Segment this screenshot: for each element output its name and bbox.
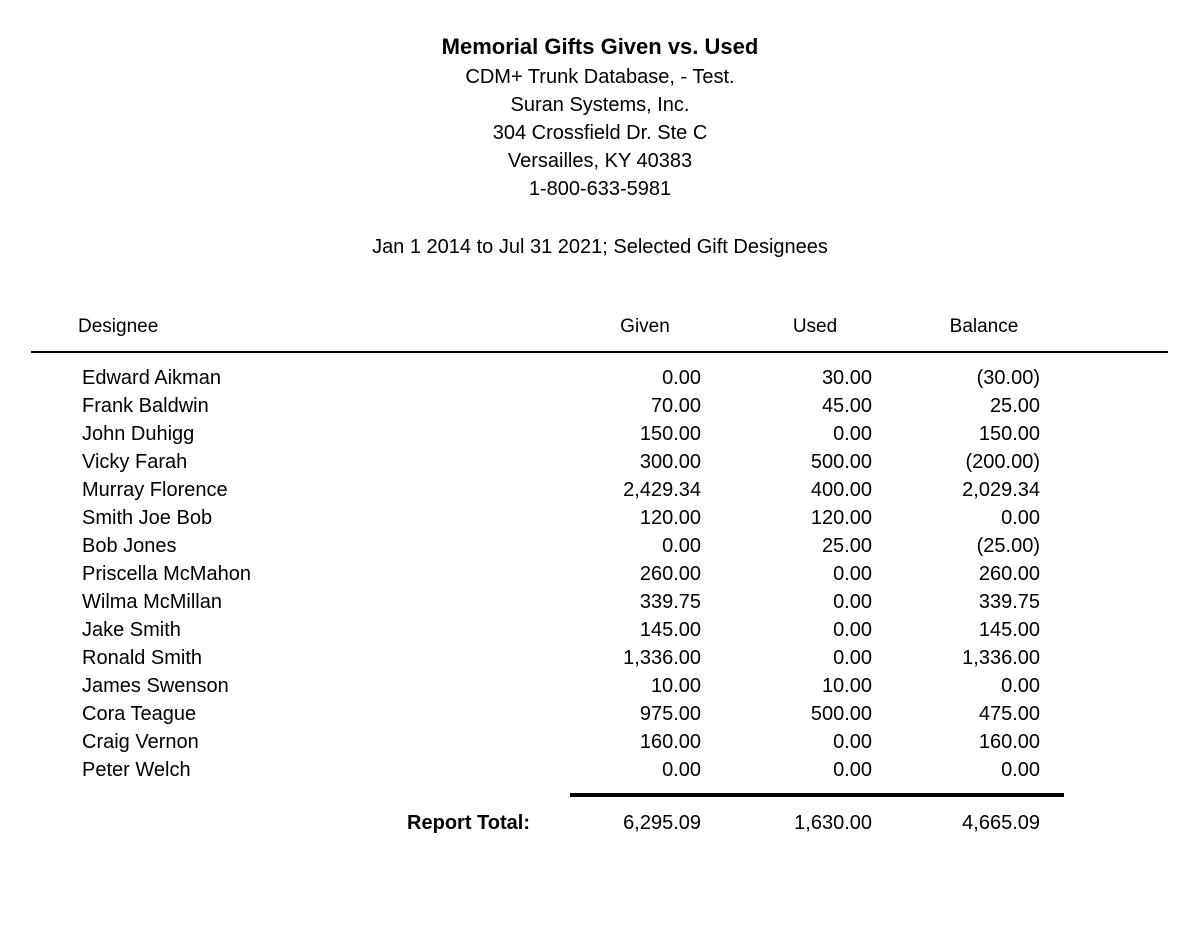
table-row bbox=[0, 616, 1200, 644]
column-header-designee: Designee bbox=[78, 316, 159, 337]
given-amount: 0.00 bbox=[662, 759, 701, 781]
given-amount: 160.00 bbox=[639, 731, 701, 753]
table-row bbox=[0, 588, 1200, 616]
given-amount: 339.75 bbox=[639, 591, 701, 613]
given-amount: 300.00 bbox=[639, 451, 701, 473]
used-amount: 45.00 bbox=[821, 395, 872, 417]
designee-name: Ronald Smith bbox=[82, 647, 203, 669]
total-balance: 4,665.09 bbox=[962, 812, 1040, 834]
designee-name: John Duhigg bbox=[82, 423, 195, 445]
table-row bbox=[0, 756, 1200, 784]
designee-name: Craig Vernon bbox=[82, 731, 199, 753]
designee-name: Edward Aikman bbox=[82, 367, 221, 389]
given-amount: 1,336.00 bbox=[623, 647, 701, 669]
table-row bbox=[0, 504, 1200, 532]
company-name: Suran Systems, Inc. bbox=[510, 94, 690, 116]
designee-name: Frank Baldwin bbox=[82, 395, 209, 417]
total-given: 6,295.09 bbox=[623, 812, 701, 834]
given-amount: 10.00 bbox=[650, 675, 701, 697]
used-amount: 0.00 bbox=[833, 647, 872, 669]
designee-name: Murray Florence bbox=[82, 479, 228, 501]
balance-amount: 150.00 bbox=[978, 423, 1040, 445]
used-amount: 0.00 bbox=[833, 731, 872, 753]
given-amount: 70.00 bbox=[650, 395, 701, 417]
designee-name: Jake Smith bbox=[82, 619, 181, 641]
designee-name: Peter Welch bbox=[82, 759, 191, 781]
table-row bbox=[0, 700, 1200, 728]
designee-name: Bob Jones bbox=[82, 535, 177, 557]
used-amount: 400.00 bbox=[810, 479, 872, 501]
column-headers bbox=[0, 313, 1200, 341]
balance-amount: 0.00 bbox=[1001, 507, 1040, 529]
table-row bbox=[0, 364, 1200, 392]
balance-amount: 2,029.34 bbox=[962, 479, 1040, 501]
table-row bbox=[0, 728, 1200, 756]
given-amount: 120.00 bbox=[639, 507, 701, 529]
address-line-2: Versailles, KY 40383 bbox=[507, 150, 693, 172]
balance-amount: 145.00 bbox=[978, 619, 1040, 641]
report-total-row bbox=[0, 808, 1200, 838]
column-header-balance: Balance bbox=[949, 316, 1019, 337]
designee-name: Wilma McMillan bbox=[82, 591, 222, 613]
used-amount: 0.00 bbox=[833, 423, 872, 445]
balance-amount: (30.00) bbox=[976, 367, 1040, 389]
table-row bbox=[0, 672, 1200, 700]
table-row bbox=[0, 392, 1200, 420]
used-amount: 0.00 bbox=[833, 563, 872, 585]
used-amount: 0.00 bbox=[833, 591, 872, 613]
used-amount: 10.00 bbox=[821, 675, 872, 697]
column-header-given: Given bbox=[620, 316, 670, 337]
given-amount: 145.00 bbox=[639, 619, 701, 641]
table-row bbox=[0, 532, 1200, 560]
balance-amount: (25.00) bbox=[976, 535, 1040, 557]
designee-name: Cora Teague bbox=[82, 703, 197, 725]
designee-name: Smith Joe Bob bbox=[82, 507, 213, 529]
table-body bbox=[0, 364, 1200, 784]
database-name: CDM+ Trunk Database, - Test. bbox=[465, 66, 735, 88]
balance-amount: 25.00 bbox=[989, 395, 1040, 417]
designee-name: Vicky Farah bbox=[82, 451, 188, 473]
balance-amount: 0.00 bbox=[1001, 675, 1040, 697]
used-amount: 0.00 bbox=[833, 759, 872, 781]
column-header-used: Used bbox=[792, 316, 838, 337]
used-amount: 500.00 bbox=[810, 451, 872, 473]
header-divider bbox=[31, 351, 1168, 353]
balance-amount: 260.00 bbox=[978, 563, 1040, 585]
table-row bbox=[0, 644, 1200, 672]
total-divider bbox=[570, 793, 1064, 797]
used-amount: 0.00 bbox=[833, 619, 872, 641]
used-amount: 120.00 bbox=[810, 507, 872, 529]
report-total-label: Report Total: bbox=[407, 812, 530, 834]
table-row bbox=[0, 560, 1200, 588]
phone-number: 1-800-633-5981 bbox=[528, 178, 672, 200]
table-row bbox=[0, 476, 1200, 504]
balance-amount: 475.00 bbox=[978, 703, 1040, 725]
table-row bbox=[0, 448, 1200, 476]
used-amount: 30.00 bbox=[821, 367, 872, 389]
given-amount: 975.00 bbox=[639, 703, 701, 725]
date-range: Jan 1 2014 to Jul 31 2021; Selected Gift Designees bbox=[372, 236, 828, 258]
balance-amount: 339.75 bbox=[978, 591, 1040, 613]
report-header bbox=[0, 31, 1200, 203]
given-amount: 0.00 bbox=[662, 535, 701, 557]
used-amount: 25.00 bbox=[821, 535, 872, 557]
balance-amount: 1,336.00 bbox=[962, 647, 1040, 669]
balance-amount: 0.00 bbox=[1001, 759, 1040, 781]
table-row bbox=[0, 420, 1200, 448]
given-amount: 150.00 bbox=[639, 423, 701, 445]
total-used: 1,630.00 bbox=[794, 812, 872, 834]
balance-amount: (200.00) bbox=[965, 451, 1040, 473]
address-line-1: 304 Crossfield Dr. Ste C bbox=[492, 122, 708, 144]
report-title: Memorial Gifts Given vs. Used bbox=[441, 34, 759, 59]
given-amount: 2,429.34 bbox=[623, 479, 701, 501]
designee-name: James Swenson bbox=[82, 675, 229, 697]
used-amount: 500.00 bbox=[810, 703, 872, 725]
given-amount: 260.00 bbox=[639, 563, 701, 585]
designee-name: Priscella McMahon bbox=[82, 563, 251, 585]
given-amount: 0.00 bbox=[662, 367, 701, 389]
balance-amount: 160.00 bbox=[978, 731, 1040, 753]
